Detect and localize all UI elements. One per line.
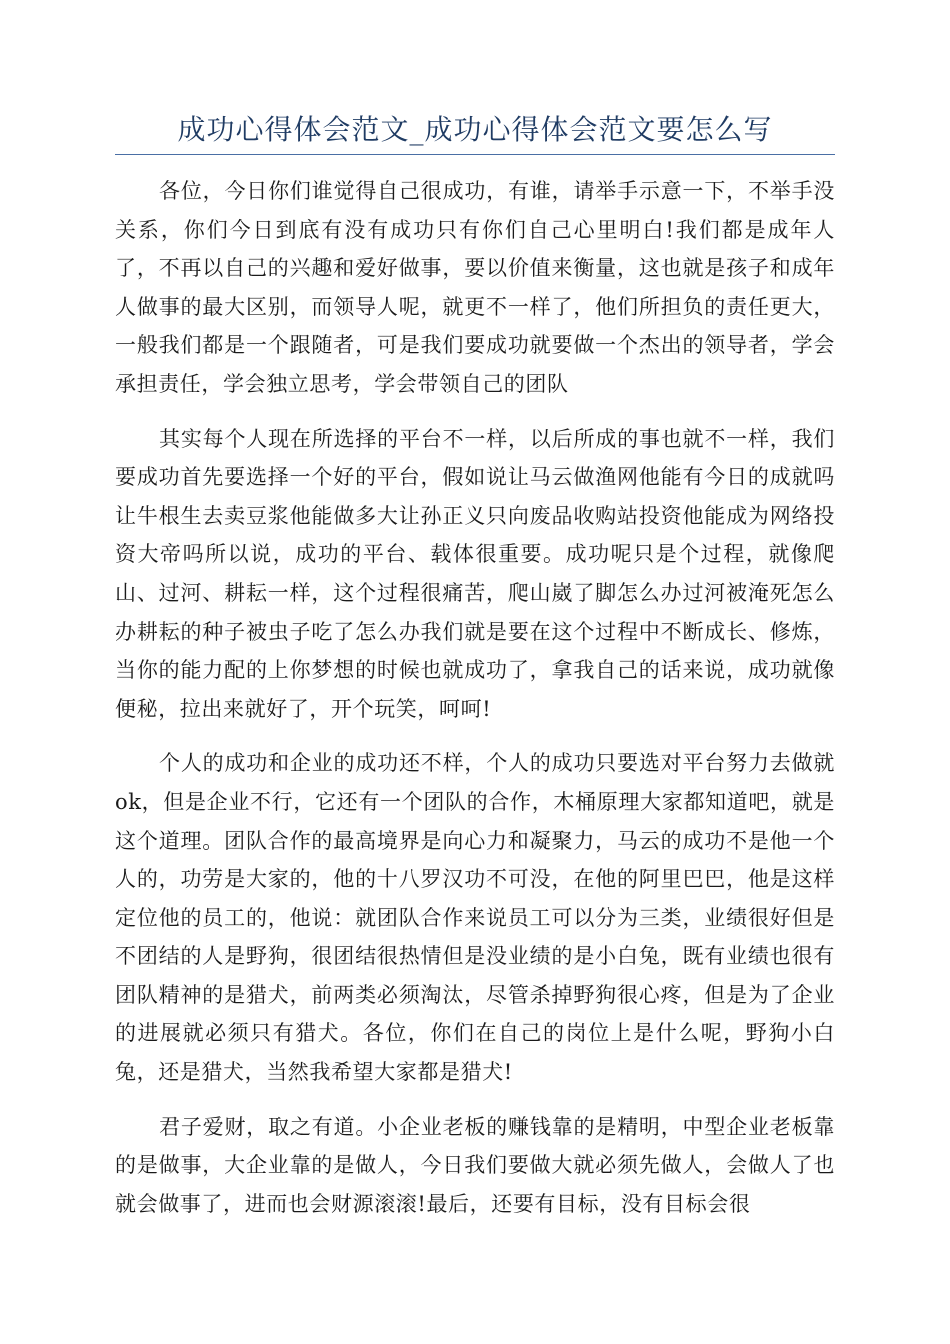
paragraph-1: 各位，今日你们谁觉得自己很成功，有谁，请举手示意一下，不举手没关系，你们今日到底有没有成功只有你们自己心里明白!我们都是成年人了，不再以自己的兴趣和爱好做事，要以价值来衡量，这也就是孩子和成年人做事的最大区别，而领导人呢，就更不一样了，他们所担负的责任更大，一般我们都是一个跟随者，可是我们要成功就要做一个杰出的领导者，学会承担责任，学会独立思考，学会带领自己的团队 bbox=[115, 179, 835, 396]
page-title: 成功心得体会范文_成功心得体会范文要怎么写 bbox=[177, 113, 773, 146]
paragraph-4: 君子爱财，取之有道。小企业老板的赚钱靠的是精明，中型企业老板靠的是做事，大企业靠的是做人，今日我们要做大就必须先做人，会做人了也就会做事了，进而也会财源滚滚!最后，还要有目标，没有目标会很 bbox=[115, 1114, 835, 1216]
document-body bbox=[115, 172, 835, 1239]
paragraph-3: 个人的成功和企业的成功还不样，个人的成功只要选对平台努力去做就ok，但是企业不行，它还有一个团队的合作，木桶原理大家都知道吧，就是这个道理。团队合作的最高境界是向心力和凝聚力，马云的成功不是他一个人的，功劳是大家的，他的十八罗汉功不可没，在他的阿里巴巴，他是这样定位他的员工的，他说：就团队合作来说员工可以分为三类，业绩很好但是不团结的人是野狗，很团结很热情但是没业绩的是小白兔，既有业绩也很有团队精神的是猎犬，前两类必须淘汰，尽管杀掉野狗很心疼，但是为了企业的进展就必须只有猎犬。各位，你们在自己的岗位上是什么呢，野狗小白兔，还是猎犬，当然我希望大家都是猎犬! bbox=[115, 751, 835, 1085]
title-block bbox=[115, 110, 835, 155]
paragraph-2: 其实每个人现在所选择的平台不一样，以后所成的事也就不一样，我们要成功首先要选择一个好的平台，假如说让马云做渔网他能有今日的成就吗让牛根生去卖豆浆他能做多大让孙正义只向废品收购站投资他能成为网络投资大帝吗所以说，成功的平台、载体很重要。成功呢只是个过程，就像爬山、过河、耕耘一样，这个过程很痛苦，爬山崴了脚怎么办过河被淹死怎么办耕耘的种子被虫子吃了怎么办我们就是要在这个过程中不断成长、修炼，当你的能力配的上你梦想的时候也就成功了，拿我自己的话来说，成功就像便秘，拉出来就好了，开个玩笑，呵呵! bbox=[115, 426, 835, 721]
